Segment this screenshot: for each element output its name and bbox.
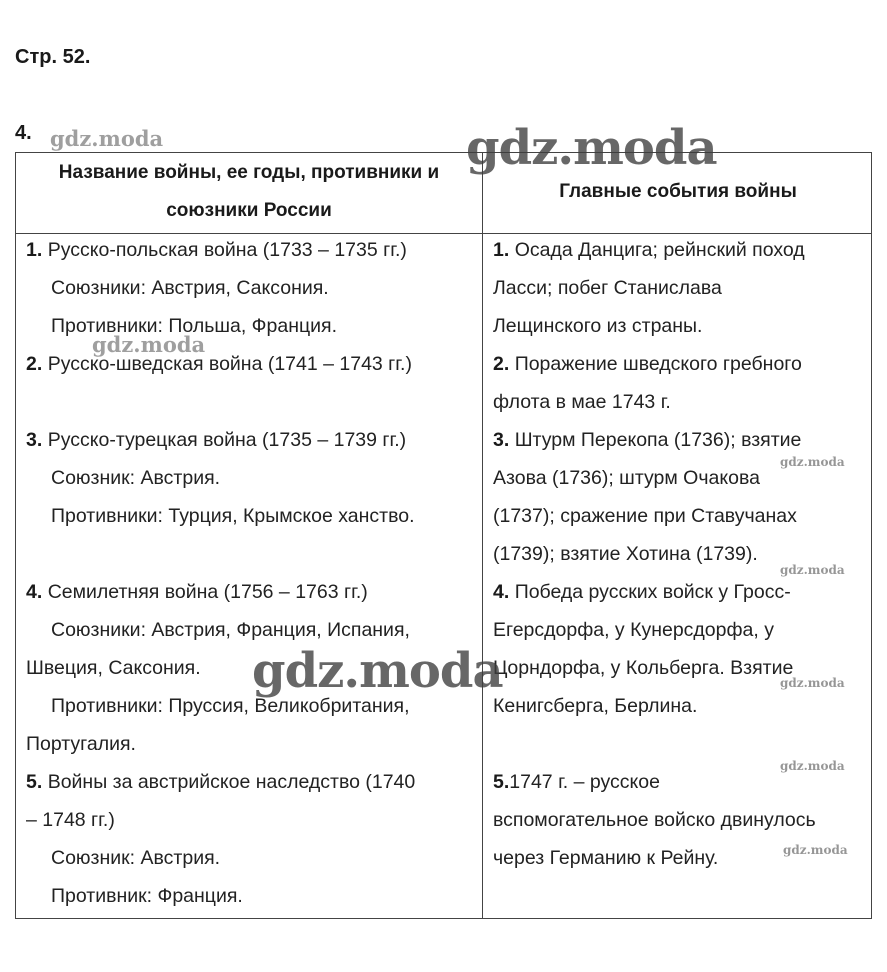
watermark-small: gdz.moda	[783, 843, 848, 857]
row5-right-line3: через Германию к Рейну.	[493, 847, 719, 869]
row5-right-line1: 5.1747 г. – русское	[493, 771, 660, 793]
task-number: 4.	[15, 122, 32, 144]
row4-right-line4: Кенигсберга, Берлина.	[493, 695, 698, 717]
watermark-small: gdz.moda	[780, 455, 845, 469]
header-left-line2: союзники России	[166, 200, 332, 221]
row3-right-line2: Азова (1736); штурм Очакова	[493, 467, 760, 489]
row4-left-line3: Швеция, Саксония.	[26, 657, 201, 679]
row1-left-line1: 1. Русско-польская война (1733 – 1735 гг.)	[26, 239, 407, 261]
row4-right-line3: Цорндорфа, у Кольберга. Взятие	[493, 657, 794, 679]
header-left-line1: Название войны, ее годы, противники и	[58, 162, 440, 183]
row3-number: 3.	[26, 429, 43, 451]
page-title: Стр. 52.	[15, 46, 91, 68]
row1-left-line2: Союзники: Австрия, Саксония.	[51, 277, 329, 299]
watermark-large: gdz.moda	[252, 643, 503, 699]
row5-right-line2: вспомогательное войско двинулось	[493, 809, 816, 831]
row5-left-line1: 5. Войны за австрийское наследство (1740	[26, 771, 416, 793]
row1-right-line1: 1. Осада Данцига; рейнский поход	[493, 239, 805, 261]
row1-right-line3: Лещинского из страны.	[493, 315, 703, 337]
column-divider	[482, 153, 483, 918]
row5-left-line4: Противник: Франция.	[51, 885, 243, 907]
wars-table	[15, 152, 872, 919]
row4-left-line5: Португалия.	[26, 733, 136, 755]
row4-left-line4: Противники: Пруссия, Великобритания,	[51, 695, 410, 717]
row3-left-line1: 3. Русско-турецкая война (1735 – 1739 гг.)	[26, 429, 407, 451]
row3-left-line2: Союзник: Австрия.	[51, 467, 221, 489]
row4-right-line1: 4. Победа русских войск у Гросс-	[493, 581, 791, 603]
row3-right-line1: 3. Штурм Перекопа (1736); взятие	[493, 429, 802, 451]
row4-left-line1: 4. Семилетняя война (1756 – 1763 гг.)	[26, 581, 368, 603]
row4-left-line2: Союзники: Австрия, Франция, Испания,	[51, 619, 410, 641]
watermark-text: gdz.moda	[50, 126, 164, 151]
watermark-large: gdz.moda	[466, 120, 717, 176]
row3-right-line3: (1737); сражение при Ставучанах	[493, 505, 797, 527]
row2-number: 2.	[26, 353, 43, 375]
header-right: Главные события войны	[559, 181, 797, 202]
watermark-small: gdz.moda	[780, 759, 845, 773]
row5-number: 5.	[26, 771, 43, 793]
row3-left-line3: Противники: Турция, Крымское ханство.	[51, 505, 415, 527]
row1-left-line3: Противники: Польша, Франция.	[51, 315, 337, 337]
row1-number: 1.	[26, 239, 43, 261]
row4-number: 4.	[26, 581, 43, 603]
watermark-text: gdz.moda	[92, 332, 206, 357]
row5-left-line2: – 1748 гг.)	[26, 809, 115, 831]
row2-right-line1: 2. Поражение шведского гребного	[493, 353, 802, 375]
row2-right-line2: флота в мае 1743 г.	[493, 391, 671, 413]
row4-right-line2: Егерсдорфа, у Кунерсдорфа, у	[493, 619, 774, 641]
header-left	[16, 154, 482, 230]
watermark-small: gdz.moda	[780, 676, 845, 690]
watermark-small: gdz.moda	[780, 563, 845, 577]
row2-left-line1: 2. Русско-шведская война (1741 – 1743 гг.)	[26, 353, 412, 375]
row5-left-line3: Союзник: Австрия.	[51, 847, 221, 869]
row1-right-line2: Ласси; побег Станислава	[493, 277, 722, 299]
row3-right-line4: (1739); взятие Хотина (1739).	[493, 543, 758, 565]
